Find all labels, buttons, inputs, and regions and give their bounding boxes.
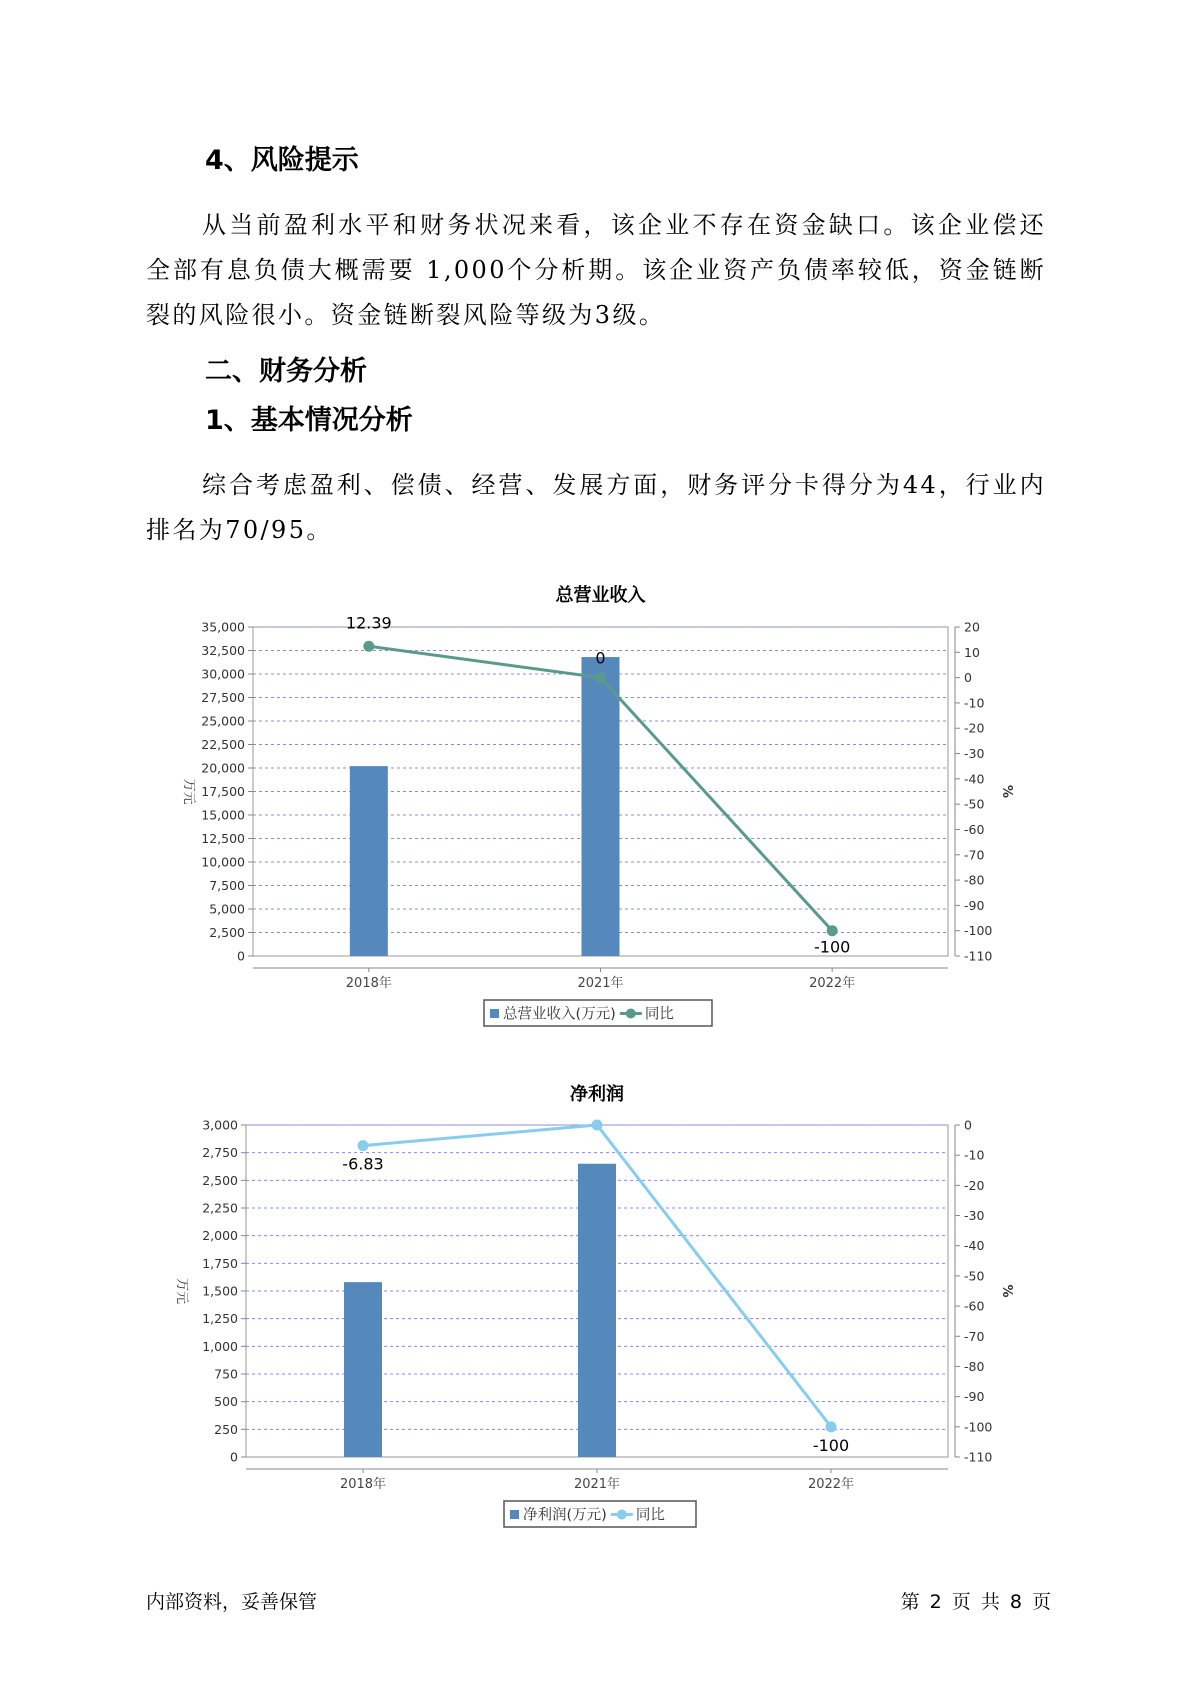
left-tick-label: 30,000 (201, 666, 245, 682)
yoy-point (826, 1421, 837, 1432)
right-tick-label: -90 (964, 1389, 985, 1405)
left-tick-label: 35,000 (201, 619, 245, 635)
revenue-chart (0, 570, 1191, 1040)
left-axis-title: 万元 (181, 778, 196, 805)
left-tick-label: 32,500 (201, 643, 245, 658)
x-tick-label: 2022年 (807, 1477, 855, 1492)
left-tick-label: 0 (230, 1449, 238, 1465)
legend-bar-label: 总营业收入(万元) (503, 1006, 616, 1023)
left-axis-title: 万元 (174, 1277, 189, 1305)
left-tick-label: 2,500 (202, 1172, 238, 1188)
chart-title: 净利润 (570, 1084, 624, 1105)
footer-page-number: 第 2 页 共 8 页 (900, 1591, 1051, 1613)
x-tick-label: 2021年 (577, 976, 624, 991)
left-tick-label: 10,000 (201, 854, 245, 870)
right-tick-label: -30 (964, 1208, 985, 1224)
yoy-point (592, 1120, 603, 1131)
risk-heading: 4、风险提示 (205, 145, 359, 176)
left-tick-label: 500 (214, 1394, 238, 1410)
bar (582, 657, 620, 956)
left-tick-label: 1,000 (202, 1338, 238, 1354)
left-tick-label: 7,500 (209, 878, 245, 893)
right-tick-label: 0 (964, 670, 972, 686)
left-tick-label: 20,000 (201, 760, 245, 776)
right-tick-label: -110 (964, 948, 993, 964)
left-tick-label: 1,500 (202, 1283, 238, 1299)
right-tick-label: -100 (964, 1419, 993, 1435)
yoy-point (363, 641, 374, 652)
x-tick-label: 2018年 (339, 1477, 387, 1492)
right-axis-title: % (999, 784, 1014, 799)
legend-line-marker (626, 1009, 636, 1019)
footer-confidential: 内部资料，妥善保管 (146, 1591, 318, 1613)
legend-bar-swatch (510, 1510, 519, 1519)
net-profit-chart (0, 1070, 1191, 1540)
right-tick-label: -70 (964, 1328, 985, 1344)
yoy-data-label: 12.39 (345, 613, 392, 633)
x-tick-label: 2022年 (809, 976, 856, 991)
bar (344, 1282, 382, 1457)
bar (578, 1164, 616, 1457)
yoy-point (827, 925, 838, 936)
legend-line-label: 同比 (635, 1507, 665, 1524)
score-paragraph: 综合考虑盈利、偿债、经营、发展方面，财务评分卡得分为44，行业内排名为70/95。 (146, 471, 1046, 544)
right-tick-label: -60 (964, 1298, 985, 1314)
x-tick-label: 2018年 (345, 976, 392, 991)
right-tick-label: -50 (964, 796, 985, 812)
legend-bar-label: 净利润(万元) (523, 1507, 607, 1524)
right-tick-label: -100 (964, 923, 993, 939)
yoy-data-label: -6.83 (342, 1154, 384, 1174)
left-tick-label: 5,000 (209, 901, 245, 917)
left-tick-label: 2,250 (202, 1200, 238, 1216)
yoy-point (358, 1140, 369, 1151)
yoy-data-label: -100 (814, 937, 851, 957)
yoy-data-label: -100 (812, 1435, 850, 1455)
right-tick-label: 10 (964, 644, 980, 660)
right-tick-label: -20 (964, 1177, 985, 1193)
right-tick-label: -10 (964, 1147, 985, 1163)
right-tick-label: 0 (964, 1117, 972, 1133)
legend-bar-swatch (490, 1009, 499, 1018)
yoy-data-label: 0 (595, 648, 606, 668)
right-tick-label: -80 (964, 1358, 985, 1374)
risk-paragraph: 从当前盈利水平和财务状况来看，该企业不存在资金缺口。该企业偿还全部有息负债大概需要 1,000个分析期。该企业资产负债率较低，资金链断裂的风险很小。资金链断裂风险等级为3级。 (146, 211, 1046, 329)
right-tick-label: -20 (964, 720, 985, 736)
left-tick-label: 17,500 (201, 784, 245, 799)
finance-heading: 二、财务分析 (205, 356, 367, 387)
left-tick-label: 25,000 (201, 713, 245, 729)
left-tick-label: 22,500 (201, 737, 245, 752)
left-tick-label: 2,750 (202, 1145, 238, 1161)
right-tick-label: -40 (964, 771, 985, 787)
yoy-point (595, 672, 606, 683)
left-tick-label: 2,000 (202, 1228, 238, 1244)
right-tick-label: -70 (964, 847, 985, 863)
left-tick-label: 1,750 (202, 1255, 238, 1271)
right-tick-label: -50 (964, 1268, 985, 1284)
right-tick-label: -40 (964, 1238, 985, 1254)
right-tick-label: -110 (964, 1449, 993, 1465)
bar (350, 766, 388, 956)
legend-line-label: 同比 (644, 1006, 674, 1023)
left-tick-label: 750 (214, 1366, 238, 1382)
right-tick-label: -90 (964, 897, 985, 913)
left-tick-label: 15,000 (201, 807, 245, 823)
left-tick-label: 3,000 (202, 1117, 238, 1133)
x-tick-label: 2021年 (573, 1477, 621, 1492)
right-tick-label: -10 (964, 695, 985, 711)
left-tick-label: 12,500 (201, 831, 245, 846)
legend-line-marker (617, 1510, 627, 1520)
left-tick-label: 1,250 (202, 1311, 238, 1327)
right-tick-label: -60 (964, 821, 985, 837)
basic-analysis-heading: 1、基本情况分析 (205, 405, 413, 436)
right-tick-label: -30 (964, 746, 985, 762)
right-axis-title: % (999, 1284, 1014, 1298)
left-tick-label: 27,500 (201, 690, 245, 705)
left-tick-label: 250 (214, 1421, 238, 1437)
right-tick-label: -80 (964, 872, 985, 888)
chart-title: 总营业收入 (555, 585, 646, 606)
right-tick-label: 20 (964, 619, 980, 635)
left-tick-label: 2,500 (209, 925, 245, 940)
left-tick-label: 0 (237, 948, 245, 964)
